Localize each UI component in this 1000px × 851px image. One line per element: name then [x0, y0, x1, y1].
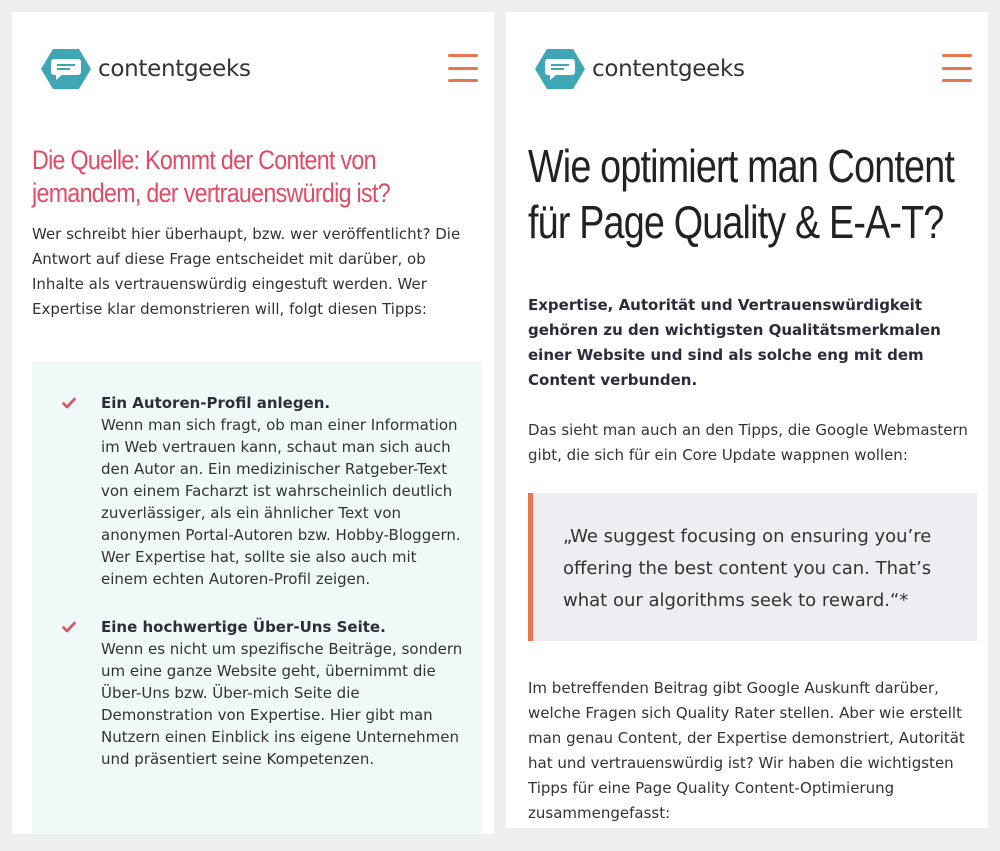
article-content: [32, 132, 482, 322]
logo-link[interactable]: [534, 47, 745, 91]
section-heading: Die Quelle: Kommt der Content von jemandem, der vertrauenswürdig ist?: [32, 145, 390, 208]
logo-wordmark: contentgeeks: [592, 56, 745, 82]
checkmark-icon: [62, 621, 76, 633]
hamburger-menu-icon[interactable]: [942, 54, 972, 82]
tip-text: Wenn es nicht um spezifische Beiträge, sondern um eine ganze Website geht, übernimmt die Über-Uns bzw. Über-mich Seite die Demonstration von Expertise. Hier gibt man Nutzern einen Einblick ins eigene Unternehmen und präsentiert seine Kompetenzen.: [101, 640, 463, 768]
article-content: [528, 138, 974, 826]
left-page-panel: [12, 12, 494, 834]
speech-bubble-logo-icon: [40, 48, 92, 90]
site-header: [506, 12, 988, 126]
tip-item: [32, 616, 482, 770]
logo-wordmark: contentgeeks: [98, 56, 251, 82]
body-paragraph: Das sieht man auch an den Tipps, die Google Webmastern gibt, die sich für ein Core Update wappnen wollen:: [528, 421, 968, 464]
google-quote: „We suggest focusing on ensuring you’re offering the best content you can. That’s what our algorithms seek to reward.“*: [528, 493, 977, 641]
lead-paragraph: Expertise, Autorität und Vertrauenswürdigkeit gehören zu den wichtigsten Qualitätsmerkmalen einer Website und sind als solche eng mit dem Content verbunden.: [528, 296, 941, 389]
tip-item: [32, 392, 482, 590]
intro-paragraph: Wer schreibt hier überhaupt, bzw. wer veröffentlicht? Die Antwort auf diese Frage entscheidet mit darüber, ob Inhalte als vertrauenswürdig eingestuft werden. Wer Expertise klar demonstrieren will, folgt diesen Tipps:: [32, 225, 461, 318]
hamburger-menu-icon[interactable]: [448, 54, 478, 82]
checkmark-icon: [62, 397, 76, 409]
tip-text: Wenn man sich fragt, ob man einer Information im Web vertrauen kann, schaut man sich auch den Autor an. Ein medizinischer Ratgeber-Text von einem Facharzt ist wahrscheinlich deutlich zuverlässiger, als ein ähnlicher Text von anonymen Portal-Autoren bzw. Hobby-Bloggern. Wer Expertise hat, sollte sie also auch mit einem echten Autoren-Profil zeigen.: [101, 416, 461, 588]
tip-title: Eine hochwertige Über-Uns Seite.: [101, 618, 386, 636]
speech-bubble-logo-icon: [534, 48, 586, 90]
site-header: [12, 12, 494, 126]
tips-box: [32, 361, 482, 834]
page-title: Wie optimiert man Content für Page Quality & E-A-T?: [528, 140, 955, 248]
tip-title: Ein Autoren-Profil anlegen.: [101, 394, 331, 412]
logo-link[interactable]: [40, 47, 251, 91]
body-paragraph: Im betreffenden Beitrag gibt Google Auskunft darüber, welche Fragen sich Quality Rater stellen. Aber wie erstellt man genau Content, der Expertise demonstriert, Autorität hat und vertrauenswürdig ist? Wir haben die wichtigsten Tipps für eine Page Quality Content-Optimierung zusammengefasst:: [528, 679, 965, 822]
right-page-panel: [506, 12, 988, 828]
